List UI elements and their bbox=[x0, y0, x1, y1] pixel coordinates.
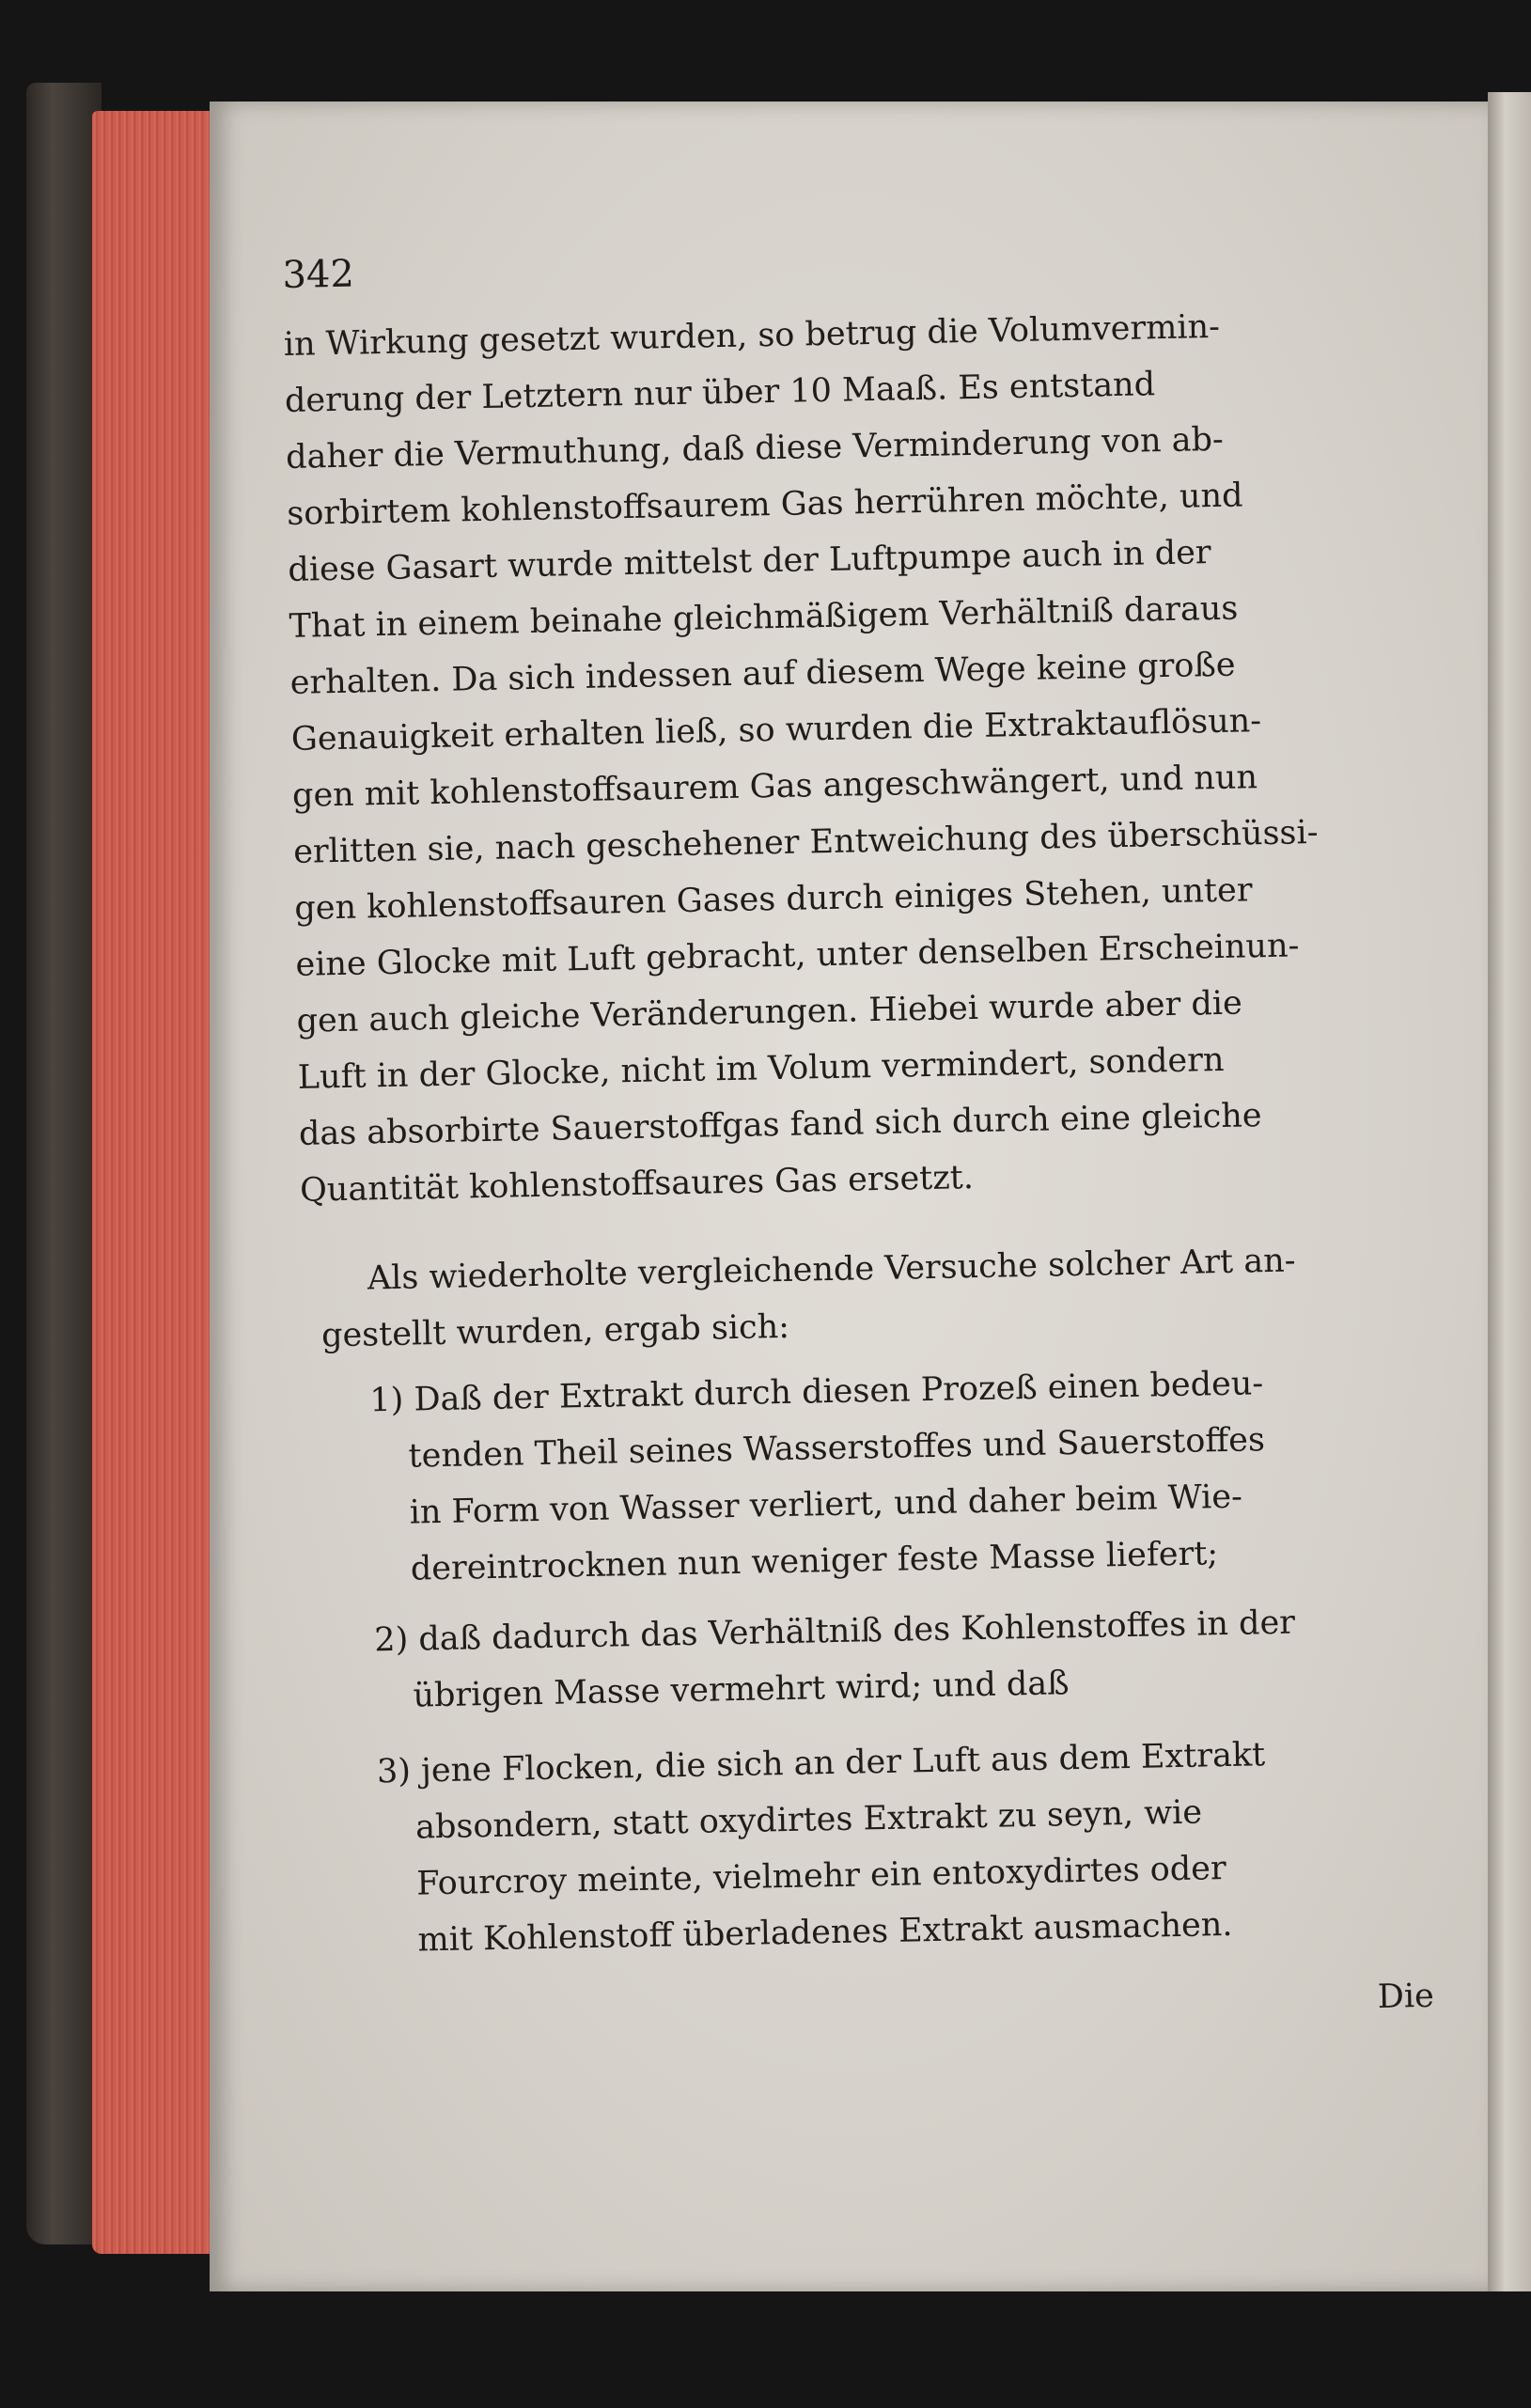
facing-page-edge bbox=[1488, 92, 1531, 2291]
list-item-continuation: übrigen Masse vermehrt wird; und daß bbox=[413, 1665, 1070, 1715]
text-line: sorbirtem kohlenstoffsaurem Gas herrühren möchte, und bbox=[286, 477, 1243, 533]
list-item-continuation: Fourcroy meinte, vielmehr ein entoxydirtes oder bbox=[415, 1850, 1227, 1903]
text-line: eine Glocke mit Luft gebracht, unter denselben Erscheinun- bbox=[295, 927, 1300, 984]
text-line: diese Gasart wurde mittelst der Luftpumpe auch in der bbox=[288, 534, 1211, 589]
book-spine bbox=[26, 83, 102, 2244]
text-line: erlitten sie, nach geschehener Entweichung des überschüssi- bbox=[292, 813, 1319, 871]
page-number: 342 bbox=[282, 252, 355, 297]
text-line: gen auch gleiche Veränderungen. Hiebei wurde aber die bbox=[296, 984, 1243, 1040]
text-line: gen kohlenstoffsauren Gases durch einiges Stehen, unter bbox=[293, 871, 1253, 928]
list-item-continuation: absondern, statt oxydirtes Extrakt zu seyn, wie bbox=[414, 1793, 1203, 1847]
text-line: daher die Vermuthung, daß diese Verminderung von ab- bbox=[285, 420, 1225, 477]
text-line: Als wiederholte vergleichende Versuche solcher Art an- bbox=[367, 1242, 1296, 1298]
list-item-continuation: tenden Theil seines Wasserstoffes und Sauerstoffes bbox=[408, 1421, 1266, 1476]
text-line: Luft in der Glocke, nicht im Volum vermindert, sondern bbox=[297, 1040, 1225, 1097]
list-item: 2) daß dadurch das Verhältniß des Kohlenstoffes in der bbox=[373, 1603, 1296, 1660]
catchword: Die bbox=[1377, 1977, 1435, 2016]
list-item-continuation: mit Kohlenstoff überladenes Extrakt ausmachen. bbox=[417, 1905, 1233, 1960]
book bbox=[26, 83, 1531, 2320]
text-line: derung der Letztern nur über 10 Maaß. Es entstand bbox=[284, 366, 1156, 420]
text-line: erhalten. Da sich indessen auf diesem Wege keine große bbox=[289, 646, 1236, 702]
text-line: das absorbirte Sauerstoffgas fand sich durch eine gleiche bbox=[298, 1097, 1262, 1153]
list-item-continuation: in Form von Wasser verliert, und daher beim Wie- bbox=[409, 1478, 1243, 1532]
list-item-continuation: dereintrocknen nun weniger feste Masse liefert; bbox=[410, 1535, 1219, 1588]
text-line: Quantität kohlenstoffsaures Gas ersetzt. bbox=[299, 1159, 975, 1210]
text-line: in Wirkung gesetzt wurden, so betrug die Volumvermin- bbox=[283, 307, 1221, 364]
text-line: gestellt wurden, ergab sich: bbox=[320, 1307, 790, 1355]
text-line: Genauigkeit erhalten ließ, so wurden die Extraktauflösun- bbox=[290, 702, 1262, 758]
text-line: gen mit kohlenstoffsaurem Gas angeschwängert, und nun bbox=[291, 758, 1258, 815]
text-line: That in einem beinahe gleichmäßigem Verhältniß daraus bbox=[289, 589, 1239, 646]
list-item: 1) Daß der Extrakt durch diesen Prozeß einen bedeu- bbox=[369, 1365, 1264, 1420]
list-item: 3) jene Flocken, die sich an der Luft aus dem Extrakt bbox=[376, 1736, 1266, 1791]
